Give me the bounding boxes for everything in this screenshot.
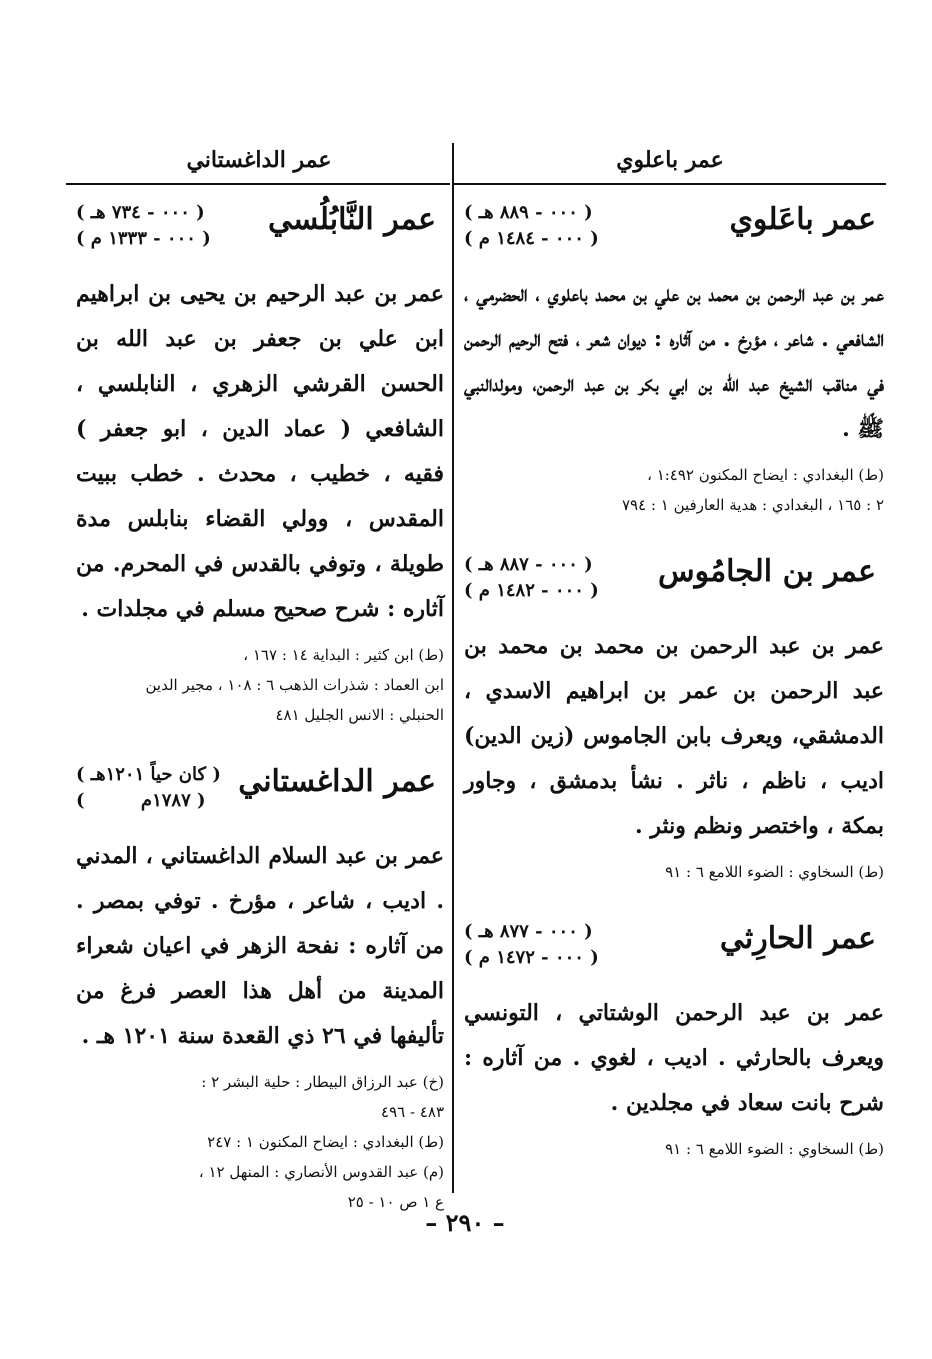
gregorian-dates: ( ٠٠٠ - ١٤٧٢ م ) xyxy=(464,947,599,968)
left-column xyxy=(76,190,444,1217)
biography-entry xyxy=(76,194,444,730)
header-rule-left xyxy=(66,183,450,185)
hijri-dates: ( كان حياً ١٢٠١هـ ) xyxy=(76,764,221,785)
entry-sources: (خ) عبد الرزاق البيطار : حلية البشر ٢ : ٤٨٣ - ٤٩٦ (ط) البغدادي : ايضاح المكنون ١ : ٢٤٧ (م) عبد القدوس الأنصاري : المنهل ١٢ ، ع ١ ص ١٠ - ٢٥ xyxy=(198,1073,444,1211)
entry-heading xyxy=(76,194,444,266)
biography-entry xyxy=(76,756,444,1217)
gregorian-dates: ( ٠٠٠ - ١٤٨٢ م ) xyxy=(464,580,599,601)
entry-name: عمر الداغستاني xyxy=(238,764,436,799)
entry-dates xyxy=(76,762,221,814)
hijri-dates: ( ٠٠٠ - ٨٨٧ هـ ) xyxy=(464,554,593,575)
right-column xyxy=(464,190,884,1164)
left-column-header: عمر الداغستاني xyxy=(186,147,332,173)
biography-entry xyxy=(464,546,884,887)
entry-heading xyxy=(464,913,884,985)
gregorian-dates: ( ٠٠٠ - ١٣٣٣ م ) xyxy=(76,228,211,249)
entry-sources: (ط) السخاوي : الضوء اللامع ٦ : ٩١ xyxy=(665,863,884,881)
hijri-dates: ( ٠٠٠ - ٨٨٩ هـ ) xyxy=(464,202,593,223)
entry-sources: (ط) البغدادي : ايضاح المكنون ١:٤٩٢ ، ٢ : ١٦٥ ، البغدادي : هدية العارفين ١ : ٧٩٤ xyxy=(621,466,884,514)
entry-heading xyxy=(464,194,884,266)
biography-entry xyxy=(464,194,884,520)
entry-dates xyxy=(76,200,211,252)
entry-sources: (ط) السخاوي : الضوء اللامع ٦ : ٩١ xyxy=(665,1140,884,1158)
entry-body: عمر بن عبد الرحمن بن محمد بن علي بن محمد باعلوي ، الحضرمي ، الشافعي . شاعر ، مؤرخ . من آثاره : ديوان شعر ، فتح الرحيم الرحمن في مناقب الشيخ عبد الله بن ابي بكر بن عبد الرحمن، ومولدالنبي ﷺ . xyxy=(464,281,885,442)
entry-name: عمر النَّابُلُسي xyxy=(268,202,436,237)
hijri-dates: ( ٠٠٠ - ٧٣٤ هـ ) xyxy=(76,202,205,223)
entry-heading xyxy=(464,546,884,618)
entry-name: عمر الحارِثي xyxy=(719,921,876,956)
entry-dates xyxy=(464,919,599,971)
entry-body: عمر بن عبد الرحمن بن محمد بن محمد بن عبد الرحمن بن عمر بن ابراهيم الاسدي ، الدمشقي، ويعرف بابن الجاموس (زين الدين) اديب ، ناظم ، ناثر . نشأ بدمشق ، وجاور بمكة ، واختصر ونظم ونثر . xyxy=(464,633,884,839)
gregorian-dates: ( ١٧٨٧م ) xyxy=(76,790,206,811)
biography-entry xyxy=(464,913,884,1164)
hijri-dates: ( ٠٠٠ - ٨٧٧ هـ ) xyxy=(464,921,593,942)
page-number: – ٢٩٠ – xyxy=(425,1208,505,1237)
entry-dates xyxy=(464,200,599,252)
entry-dates xyxy=(464,552,599,604)
entry-name: عمر باعَلوي xyxy=(729,202,876,237)
gregorian-dates: ( ٠٠٠ - ١٤٨٤ م ) xyxy=(464,228,599,249)
header-rule-right xyxy=(454,183,886,185)
right-column-header: عمر باعلوي xyxy=(616,147,724,173)
entry-heading xyxy=(76,756,444,828)
entry-body: عمر بن عبد الرحمن الوشتاتي ، التونسي ويعرف بالحارثي . اديب ، لغوي . من آثاره : شرح بانت سعاد في مجلدين . xyxy=(464,1000,884,1116)
entry-sources: (ط) ابن كثير : البداية ١٤ : ١٦٧ ، ابن العماد : شذرات الذهب ٦ : ١٠٨ ، مجير الدين الحنبلي : الانس الجليل ٤٨١ xyxy=(145,646,444,724)
entry-body: عمر بن عبد السلام الداغستاني ، المدني . اديب ، شاعر ، مؤرخ . توفي بمصر . من آثاره : نفحة الزهر في اعيان شعراء المدينة من أهل هذا العصر فرغ من تأليفها في ٢٦ ذي القعدة سنة ١٢٠١ هـ . xyxy=(76,843,444,1049)
column-divider xyxy=(452,143,454,1193)
entry-name: عمر بن الجامُوس xyxy=(657,554,876,589)
entry-body: عمر بن عبد الرحيم بن يحيى بن ابراهيم ابن علي بن جعفر بن عبد الله بن الحسن القرشي الزهري ، النابلسي ، الشافعي ( عماد الدين ، ابو جعفر ) فقيه ، خطيب ، محدث . خطب ببيت المقدس ، وولي القضاء بنابلس مدة طويلة ، وتوفي بالقدس في المحرم. من آثاره : شرح صحيح مسلم في مجلدات . xyxy=(76,281,444,622)
